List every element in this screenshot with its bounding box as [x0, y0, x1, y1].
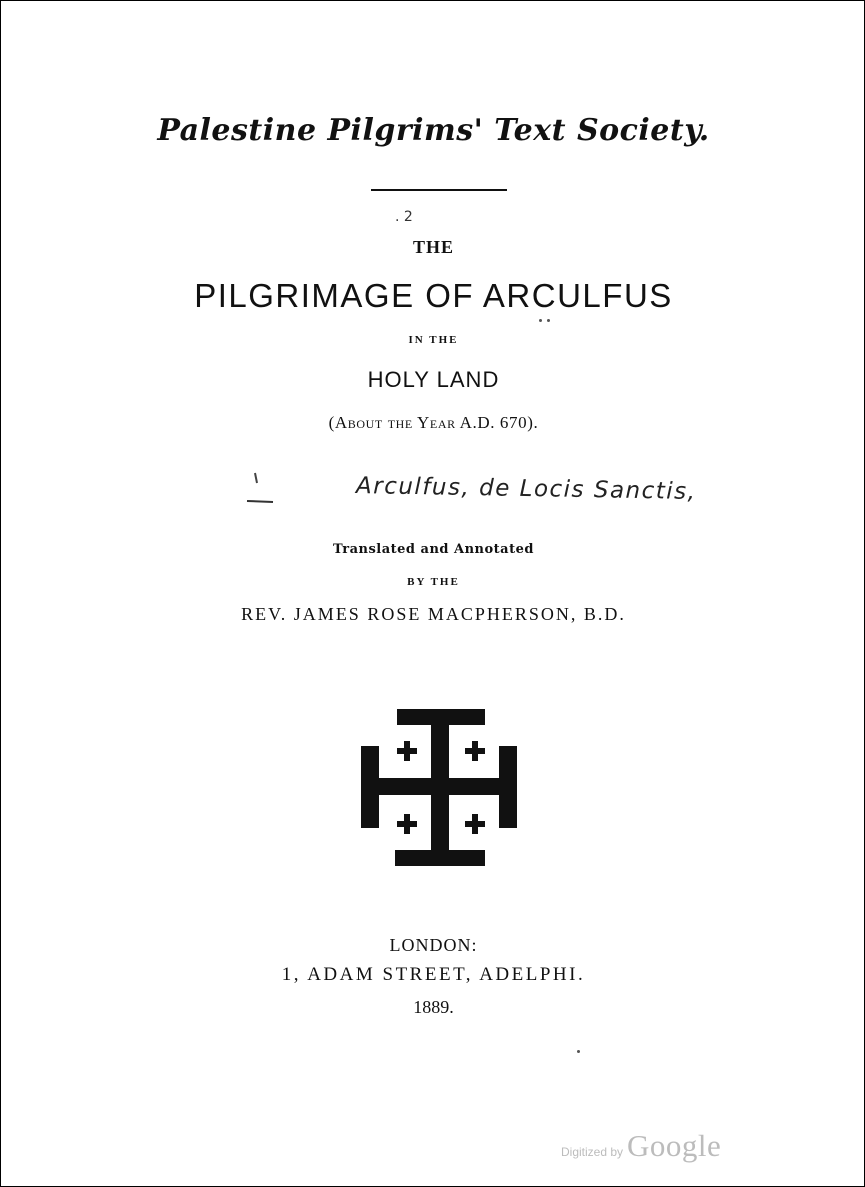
- paper-speck: [539, 319, 542, 322]
- imprint-city: LONDON:: [389, 935, 478, 955]
- book-title: PILGRIMAGE OF ARCULFUS: [194, 277, 673, 314]
- paper-speck: [577, 1050, 580, 1053]
- by-the-label: BY THE: [407, 576, 460, 588]
- handwritten-note: Arculfus, de Locis Sanctis,: [355, 473, 697, 505]
- title-rule: [371, 189, 507, 191]
- paper-speck: [547, 319, 550, 322]
- watermark-prefix: Digitized by: [561, 1145, 624, 1159]
- digitized-watermark: [561, 1128, 721, 1164]
- pencil-mark-icon: [245, 471, 275, 505]
- date-line: (About the Year A.D. 670).: [328, 413, 539, 432]
- in-the-label: IN THE: [408, 334, 459, 346]
- jerusalem-cross-icon: [359, 706, 519, 869]
- pencil-volume-number: . 2: [395, 209, 413, 225]
- imprint-year: 1889.: [413, 997, 454, 1017]
- holy-land-title: HOLY LAND: [367, 367, 500, 392]
- the-label: THE: [412, 237, 454, 257]
- translated-line: Translated and Annotated: [333, 542, 534, 557]
- imprint-address: 1, ADAM STREET, ADELPHI.: [281, 964, 586, 985]
- author-name: REV. JAMES ROSE MACPHERSON, B.D.: [241, 604, 626, 624]
- watermark-brand: Google: [627, 1128, 722, 1163]
- society-name: Palestine Pilgrims' Text Society.: [157, 113, 710, 148]
